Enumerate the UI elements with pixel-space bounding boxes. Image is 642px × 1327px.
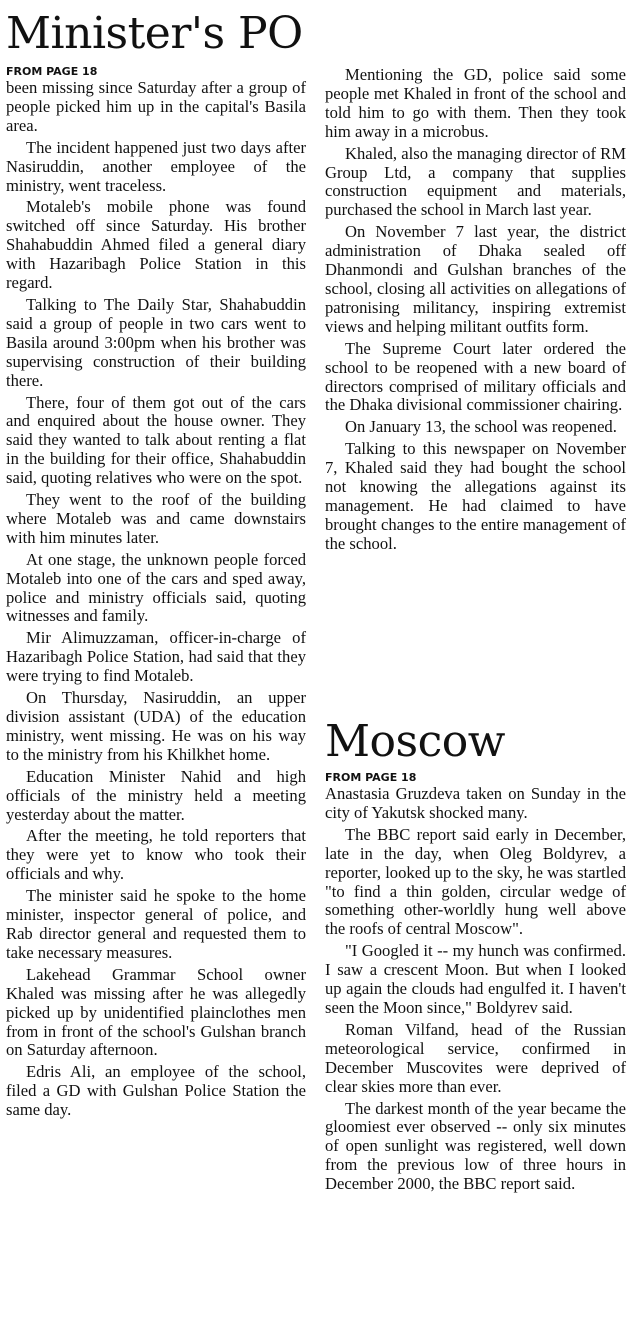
paragraph: "I Googled it -- my hunch was confirmed. I saw a crescent Moon. But when I looked up again the clouds had engulfed it. I haven't seen the Moon since," Boldyrev said. (325, 941, 626, 1017)
left-column (6, 0, 306, 1327)
paragraph: Mentioning the GD, police said some people met Khaled in front of the school and told him to go with them. Then they took him away in a microbus. (325, 65, 626, 141)
paragraph: The BBC report said early in December, late in the day, when Oleg Boldyrev, a reporter, looked up to the sky, he was startled "to find a thin golden, circular wedge of something other-worldly hung well above the roofs of central Moscow". (325, 824, 626, 939)
headline-moscow: Moscow (325, 716, 505, 767)
paragraph: They went to the roof of the building where Motaleb was and came downstairs with him minutes later. (6, 490, 306, 547)
paragraph: On January 13, the school was reopened. (345, 417, 617, 437)
paragraph: The Supreme Court later ordered the school to be reopened with a new board of directors comprised of military officials and the Dhaka divisional commissioner chairing. (325, 338, 626, 415)
paragraph: The darkest month of the year became the gloomiest ever observed -- only six minutes of open sunlight was registered, well down from the previous low of three hours in December 2000, the BBC report said. (325, 1098, 626, 1194)
paragraph: Anastasia Gruzdeva taken on Sunday in the city of Yakutsk shocked many. (325, 784, 626, 822)
paragraph: The incident happened just two days after Nasiruddin, another employee of the ministry, went traceless. (6, 137, 306, 195)
kicker-from-page-right: FROM PAGE 18 (325, 771, 417, 784)
minister-story-body-part2 (325, 66, 626, 557)
paragraph: Roman Vilfand, head of the Russian meteorological service, confirmed in December Muscovites were deprived of clear skies more than ever. (325, 1019, 626, 1096)
paragraph: At one stage, the unknown people forced Motaleb into one of the cars and sped away, police and ministry officials said, quoting witnesses and family. (6, 549, 306, 626)
paragraph: Lakehead Grammar School owner Khaled was missing after he was allegedly picked up by unidentified plainclothes men from in front of the school's Gulshan branch on Saturday afternoon. (6, 964, 306, 1060)
headline-ministers-po: Minister's PO (6, 8, 303, 59)
paragraph: been missing since Saturday after a group of people picked him up in the capital's Basila area. (6, 78, 306, 135)
paragraph: Motaleb's mobile phone was found switched off since Saturday. His brother Shahabuddin Ahmed filed a general diary with Hazaribagh Police Station in this regard. (6, 197, 306, 293)
paragraph: Talking to The Daily Star, Shahabuddin said a group of people in two cars went to Basila around 3:00pm when his brother was supervising construction of their building there. (6, 294, 306, 390)
minister-story-body-part1 (6, 79, 306, 1123)
paragraph: Talking to this newspaper on November 7, Khaled said they had bought the school not knowing the allegations against its management. He had claimed to have brought changes to the entire management of the school. (325, 439, 626, 553)
right-column (325, 0, 626, 1327)
paragraph: There, four of them got out of the cars and enquired about the house owner. They said they wanted to talk about renting a flat in the building for their office, Shahabuddin said, quoting relatives who were on the spot. (6, 392, 306, 488)
kicker-from-page-left: FROM PAGE 18 (6, 65, 98, 78)
paragraph: Edris Ali, an employee of the school, filed a GD with Gulshan Police Station the same day. (6, 1062, 306, 1120)
moscow-story-body (325, 785, 626, 1197)
paragraph: On Thursday, Nasiruddin, an upper division assistant (UDA) of the education ministry, went missing. He was on his way to the ministry from his Khilkhet home. (6, 688, 306, 764)
paragraph: On November 7 last year, the district administration of Dhaka sealed off Dhanmondi and Gulshan branches of the school, closing all activities on allegations of patronising militancy, inspiring extremist views and helping militant outfits form. (325, 222, 626, 336)
paragraph: After the meeting, he told reporters that they were yet to know who took their officials and why. (6, 826, 306, 884)
paragraph: Education Minister Nahid and high officials of the ministry held a meeting yesterday about the matter. (6, 766, 306, 824)
column-gutter (316, 0, 317, 1327)
paragraph: The minister said he spoke to the home minister, inspector general of police, and Rab director general and requested them to take necessary measures. (6, 886, 306, 962)
paragraph: Khaled, also the managing director of RM Group Ltd, a company that supplies construction equipment and materials, purchased the school in March last year. (325, 143, 626, 220)
paragraph: Mir Alimuzzaman, officer-in-charge of Hazaribagh Police Station, had said that they were trying to find Motaleb. (6, 628, 306, 686)
